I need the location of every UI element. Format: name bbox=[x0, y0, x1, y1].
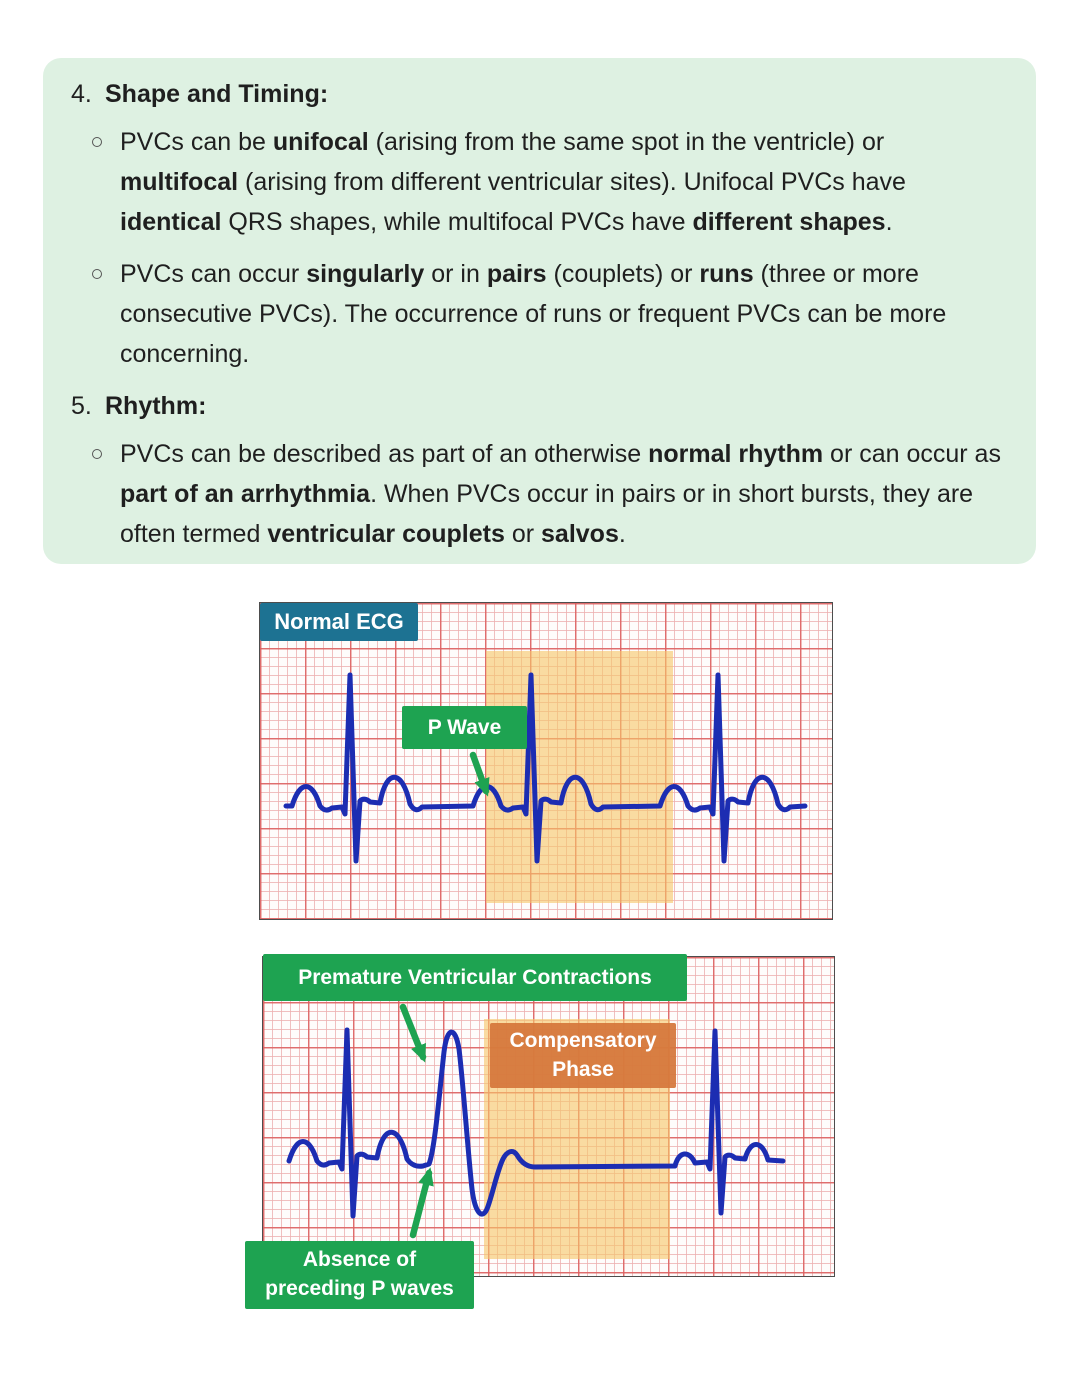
figure-title-label: Normal ECG bbox=[260, 603, 418, 641]
normal-ecg-trace bbox=[260, 603, 834, 921]
bold-text: identical bbox=[120, 208, 222, 236]
normal-ecg-figure bbox=[259, 602, 833, 920]
text: . bbox=[618, 520, 626, 548]
p-wave-arrow bbox=[473, 755, 486, 791]
text: (arising from different ventricular sites). Unifocal PVCs have bbox=[238, 168, 906, 196]
item-heading bbox=[71, 386, 1006, 426]
notes-list bbox=[71, 74, 1006, 554]
text: (three or more consecutive PVCs). The occurrence of runs or frequent PVCs can be more concerning. bbox=[120, 260, 947, 368]
list-item bbox=[71, 74, 1006, 374]
item-title: Rhythm bbox=[105, 392, 199, 420]
absence-line1: Absence of bbox=[302, 1248, 417, 1271]
bullet-item bbox=[120, 122, 1006, 242]
text: PVCs can occur bbox=[120, 260, 307, 288]
item-title-colon: : bbox=[319, 80, 329, 108]
bold-text: pairs bbox=[486, 260, 547, 288]
pvc-arrow bbox=[403, 1007, 423, 1057]
bold-text: runs bbox=[699, 260, 754, 288]
item-heading bbox=[71, 74, 1006, 114]
notes-box bbox=[43, 58, 1036, 564]
compensatory-line1: Compensatory bbox=[509, 1029, 657, 1052]
compensatory-phase-label bbox=[490, 1023, 676, 1088]
text: QRS shapes, while multifocal PVCs have bbox=[221, 208, 693, 236]
ecg-waveform bbox=[286, 675, 805, 861]
text: PVCs can be bbox=[120, 128, 273, 156]
text: . bbox=[885, 208, 893, 236]
compensatory-line2: Phase bbox=[552, 1058, 614, 1081]
pvc-title-label: Premature Ventricular Contractions bbox=[263, 954, 687, 1001]
item-title: Shape and Timing bbox=[105, 80, 320, 108]
text: (arising from the same spot in the ventricle) or bbox=[368, 128, 885, 156]
sub-bullet-list bbox=[71, 434, 1006, 554]
bold-text: different shapes bbox=[692, 208, 886, 236]
pvc-ecg-figure bbox=[262, 956, 835, 1300]
p-wave-label: P Wave bbox=[402, 706, 527, 749]
list-item bbox=[71, 386, 1006, 554]
bold-text: ventricular couplets bbox=[267, 520, 505, 548]
bold-text: salvos bbox=[541, 520, 619, 548]
item-number: 5. bbox=[71, 392, 92, 420]
text: . When PVCs occur in pairs or in short bursts, they are often termed bbox=[120, 480, 974, 548]
absence-arrow bbox=[413, 1173, 429, 1235]
absence-p-waves-label bbox=[245, 1241, 474, 1309]
bold-text: part of an arrhythmia bbox=[120, 480, 371, 508]
bold-text: singularly bbox=[306, 260, 425, 288]
text: PVCs can be described as part of an otherwise bbox=[120, 440, 649, 468]
text: or can occur as bbox=[823, 440, 1001, 468]
bold-text: normal rhythm bbox=[648, 440, 824, 468]
text: or bbox=[504, 520, 542, 548]
sub-bullet-list bbox=[71, 122, 1006, 374]
text: or in bbox=[424, 260, 487, 288]
text: (couplets) or bbox=[546, 260, 700, 288]
bold-text: multifocal bbox=[120, 168, 239, 196]
item-number: 4. bbox=[71, 80, 92, 108]
bold-text: unifocal bbox=[272, 128, 369, 156]
absence-line2: preceding P waves bbox=[265, 1277, 454, 1300]
item-title-colon: : bbox=[198, 392, 207, 420]
bullet-item bbox=[120, 254, 1006, 374]
bullet-item bbox=[120, 434, 1006, 554]
pvc-ecg-trace bbox=[263, 957, 836, 1278]
